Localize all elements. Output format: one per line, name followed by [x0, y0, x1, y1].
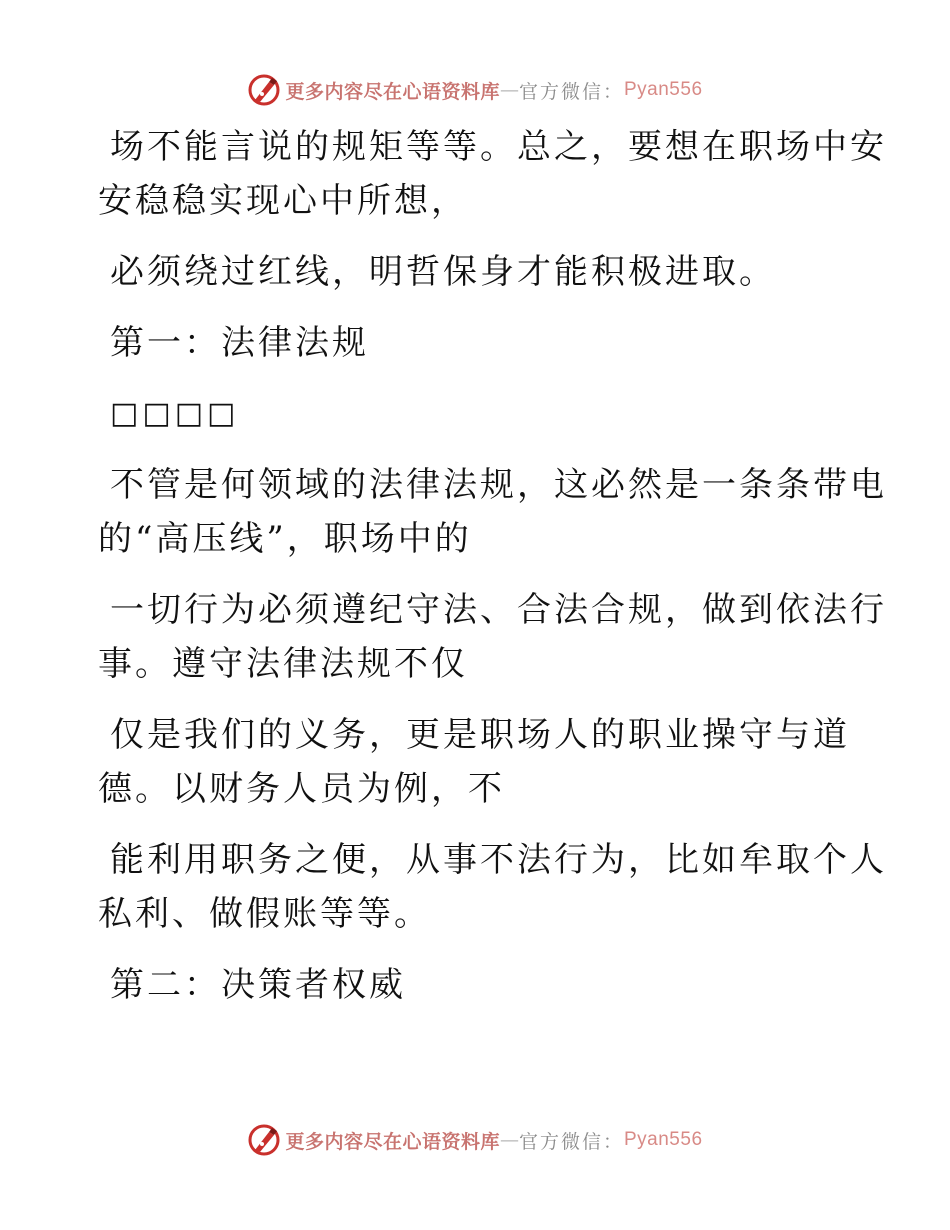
paragraph-line: 能利用职务之便，从事不法行为，比如牟取个人	[110, 840, 887, 880]
paragraph	[98, 458, 887, 566]
paragraph	[98, 120, 887, 228]
banner-wechat-id: Pyan556	[624, 79, 703, 100]
paragraph-line: 安稳稳实现心中所想，	[98, 181, 468, 221]
banner-brand-text: 更多内容尽在心语资料库	[285, 80, 500, 103]
paragraph	[98, 833, 887, 941]
banner-brand-text: 更多内容尽在心语资料库	[285, 1130, 500, 1153]
paragraph-line: 仅是我们的义务，更是职场人的职业操守与道	[110, 715, 850, 755]
glyph-boxes-text: □□□□	[110, 396, 240, 431]
section-heading-1	[98, 316, 838, 370]
pen-nib-logo-icon	[247, 1123, 281, 1157]
paragraph-line: 必须绕过红线，明哲保身才能积极进取。	[110, 252, 776, 292]
paragraph	[98, 708, 850, 816]
banner-wechat-label: 官方微信：	[518, 1130, 624, 1153]
section-heading-2	[98, 958, 838, 1012]
paragraph-line: 场不能言说的规矩等等。总之，要想在职场中安	[110, 127, 887, 167]
paragraph-line: 不管是何领域的法律法规，这必然是一条条带电	[110, 465, 887, 505]
banner-separator: —	[499, 79, 519, 101]
pen-nib-logo-icon	[247, 73, 281, 107]
paragraph	[98, 583, 887, 691]
banner-wechat-id: Pyan556	[624, 1129, 703, 1150]
footer-banner	[0, 1120, 950, 1160]
heading-text: 第一：法律法规	[110, 323, 369, 363]
paragraph-line: 事。遵守法律法规不仅	[98, 644, 468, 684]
document-body	[98, 120, 887, 1029]
missing-glyph-boxes	[98, 387, 838, 441]
paragraph-line: 一切行为必须遵纪守法、合法合规，做到依法行	[110, 590, 887, 630]
paragraph	[98, 245, 838, 299]
paragraph-line: 私利、做假账等等。	[98, 894, 431, 934]
banner-wechat-label: 官方微信：	[518, 80, 624, 103]
header-banner	[0, 70, 950, 110]
paragraph-line: 的“高压线”，职场中的	[98, 519, 472, 559]
paragraph-line: 德。以财务人员为例，不	[98, 769, 505, 809]
heading-text: 第二：决策者权威	[110, 965, 406, 1005]
banner-separator: —	[499, 1129, 519, 1151]
